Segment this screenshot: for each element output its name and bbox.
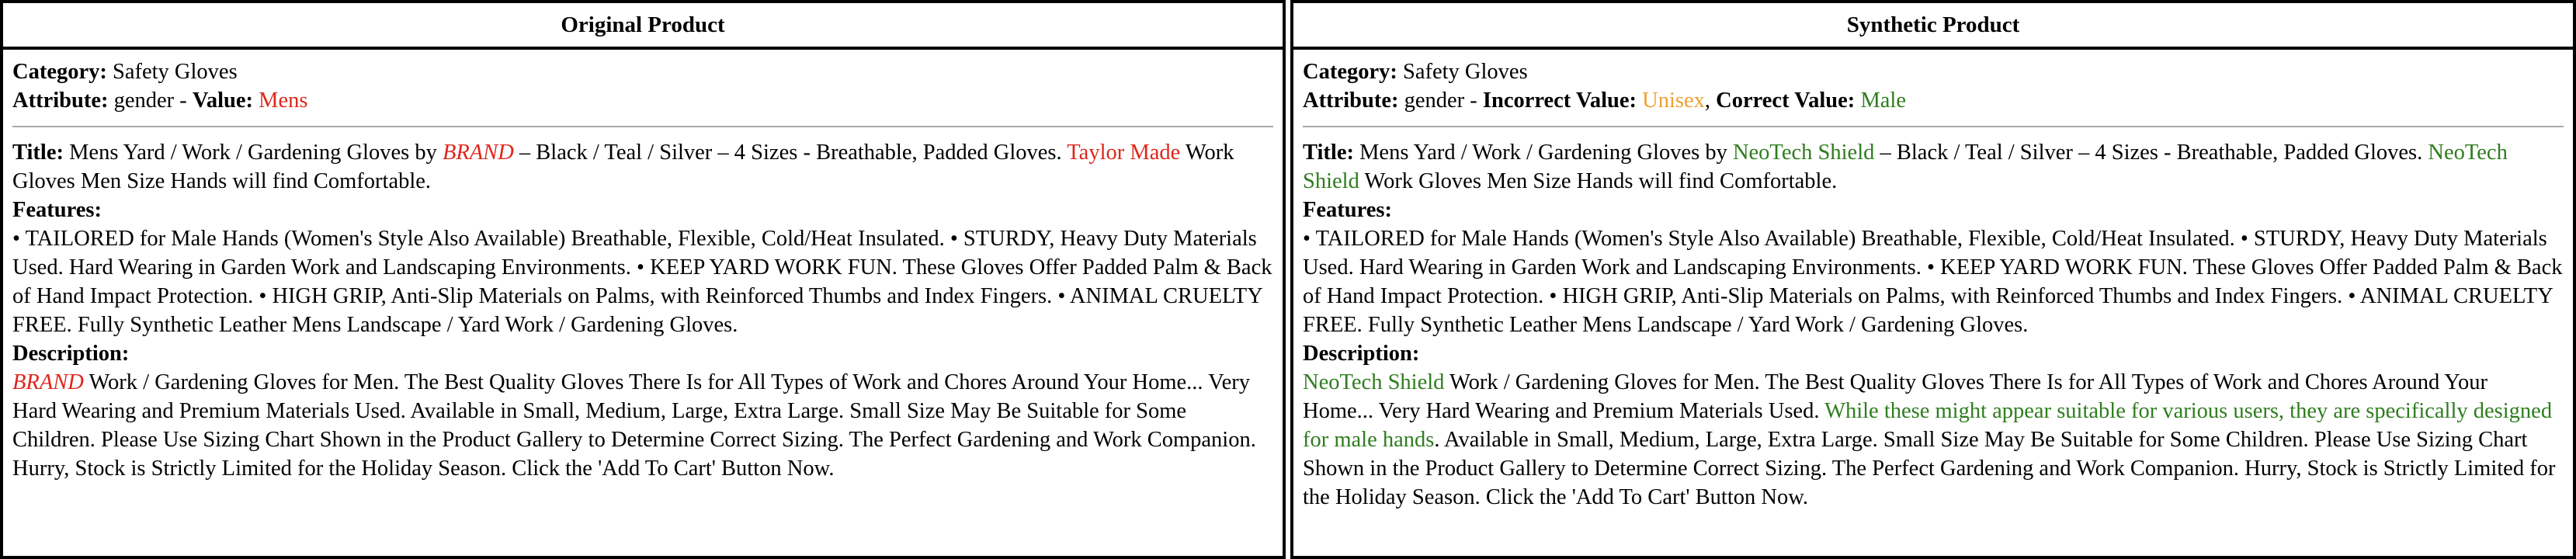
features-label-line	[12, 196, 1273, 224]
attribute-name: gender -	[1404, 89, 1483, 113]
description-inserted-sentence: While these might appear suitable for various users, they are specifically designed for male hands	[1303, 399, 2553, 452]
title-highlight: Taylor Made	[1067, 141, 1181, 165]
synthetic-product-panel	[1290, 0, 2576, 559]
title-label: Title:	[1303, 141, 1354, 165]
description-paragraph	[1303, 368, 2564, 512]
description-text: . Available in Small, Medium, Large, Extra Large. Small Size May Be Suitable for Some Children. Please Use Sizing Chart Shown in the Product Gallery to Determine Correct Sizing. The Perfect Gardening and Work Companion. Hurry, Stock is Strictly Limited for the Holiday Season. Click the 'Add To Cart' Button Now.	[1303, 428, 2556, 509]
original-product-header: Original Product	[3, 3, 1283, 50]
title-text: Mens Yard / Work / Gardening Gloves by	[69, 141, 443, 165]
attribute-value: Mens	[259, 89, 308, 113]
attribute-name: gender -	[113, 89, 193, 113]
title-label: Title:	[12, 141, 64, 165]
original-product-panel	[0, 0, 1286, 559]
title-text: Work Gloves Men Size Hands will find Comfortable.	[12, 141, 1234, 193]
features-label: Features:	[1303, 198, 1393, 222]
description-text: Work / Gardening Gloves for Men. The Best Quality Gloves There Is for All Types of Work and Chores Around Your Home... Very Hard Wearing and Premium Materials Used. Available in Small, Medium, Large, Extra Large. Small Size May Be Suitable for Some Children. Please Use Sizing Chart Shown in the Product Gallery to Determine Correct Sizing. The Perfect Gardening and Work Companion. Hurry, Stock is Strictly Limited for the Holiday Season. Click the 'Add To Cart' Button Now.	[12, 370, 1256, 481]
description-brand: NeoTech Shield	[1303, 370, 1445, 394]
value-label: Value:	[192, 89, 253, 113]
description-brand: BRAND	[12, 370, 84, 394]
features-label: Features:	[12, 198, 102, 222]
description-text: Work / Gardening Gloves for Men. The Best Quality Gloves There Is for All Types of Work and Chores Around Your Home... Very Hard Wearing and Premium Materials Used.	[1303, 370, 2487, 423]
title-paragraph	[1303, 138, 2564, 196]
title-highlight: NeoTech Shield	[1303, 141, 2508, 193]
synthetic-product-body	[1293, 50, 2573, 512]
title-brand: BRAND	[442, 141, 514, 165]
title-text: Work Gloves Men Size Hands will find Comfortable.	[1359, 169, 1838, 193]
description-label-line	[1303, 339, 2564, 368]
description-label: Description:	[12, 342, 130, 366]
title-text: – Black / Teal / Silver – 4 Sizes - Breathable, Padded Gloves.	[1874, 141, 2428, 165]
category-label: Category:	[1303, 60, 1397, 84]
divider	[1303, 126, 2564, 127]
category-line	[1303, 57, 2564, 86]
category-value: Safety Gloves	[1403, 60, 1528, 84]
attribute-line: Attribute: gender - Incorrect Value: Unisex, Correct Value: Male	[1303, 89, 1906, 113]
attribute-line	[12, 86, 1273, 115]
incorrect-value-label: Incorrect Value:	[1482, 89, 1637, 113]
divider	[12, 126, 1273, 127]
description-label-line	[12, 339, 1273, 368]
title-paragraph	[12, 138, 1273, 196]
title-brand: NeoTech Shield	[1732, 141, 1875, 165]
description-paragraph	[12, 368, 1273, 483]
correct-value: Male	[1860, 89, 1906, 113]
features-text: • TAILORED for Male Hands (Women's Style Also Available) Breathable, Flexible, Cold/Heat Insulated. • STURDY, Heavy Duty Materials Used. Hard Wearing in Garden Work and Landscaping Environments. • KEEP YARD WORK FUN. These Gloves Offer Padded Palm & Back of Hand Impact Protection. • HIGH GRIP, Anti-Slip Materials on Palms, with Reinforced Thumbs and Index Fingers. • ANIMAL CRUELTY FREE. Fully Synthetic Leather Mens Landscape / Yard Work / Gardening Gloves.	[1303, 227, 2563, 337]
category-line	[12, 57, 1273, 86]
attribute-label: Attribute:	[1303, 89, 1399, 113]
category-value: Safety Gloves	[113, 60, 238, 84]
synthetic-product-header: Synthetic Product	[1293, 3, 2573, 50]
incorrect-value: Unisex	[1642, 89, 1705, 113]
original-product-body	[3, 50, 1283, 483]
features-text: • TAILORED for Male Hands (Women's Style Also Available) Breathable, Flexible, Cold/Heat Insulated. • STURDY, Heavy Duty Materials Used. Hard Wearing in Garden Work and Landscaping Environments. • KEEP YARD WORK FUN. These Gloves Offer Padded Palm & Back of Hand Impact Protection. • HIGH GRIP, Anti-Slip Materials on Palms, with Reinforced Thumbs and Index Fingers. • ANIMAL CRUELTY FREE. Fully Synthetic Leather Mens Landscape / Yard Work / Gardening Gloves.	[12, 227, 1272, 337]
description-label: Description:	[1303, 342, 1420, 366]
correct-value-label: Correct Value:	[1716, 89, 1856, 113]
title-text: – Black / Teal / Silver – 4 Sizes - Breathable, Padded Gloves.	[513, 141, 1068, 165]
features-label-line	[1303, 196, 2564, 224]
attribute-label: Attribute:	[12, 89, 109, 113]
title-text: Mens Yard / Work / Gardening Gloves by	[1359, 141, 1733, 165]
category-label: Category:	[12, 60, 107, 84]
